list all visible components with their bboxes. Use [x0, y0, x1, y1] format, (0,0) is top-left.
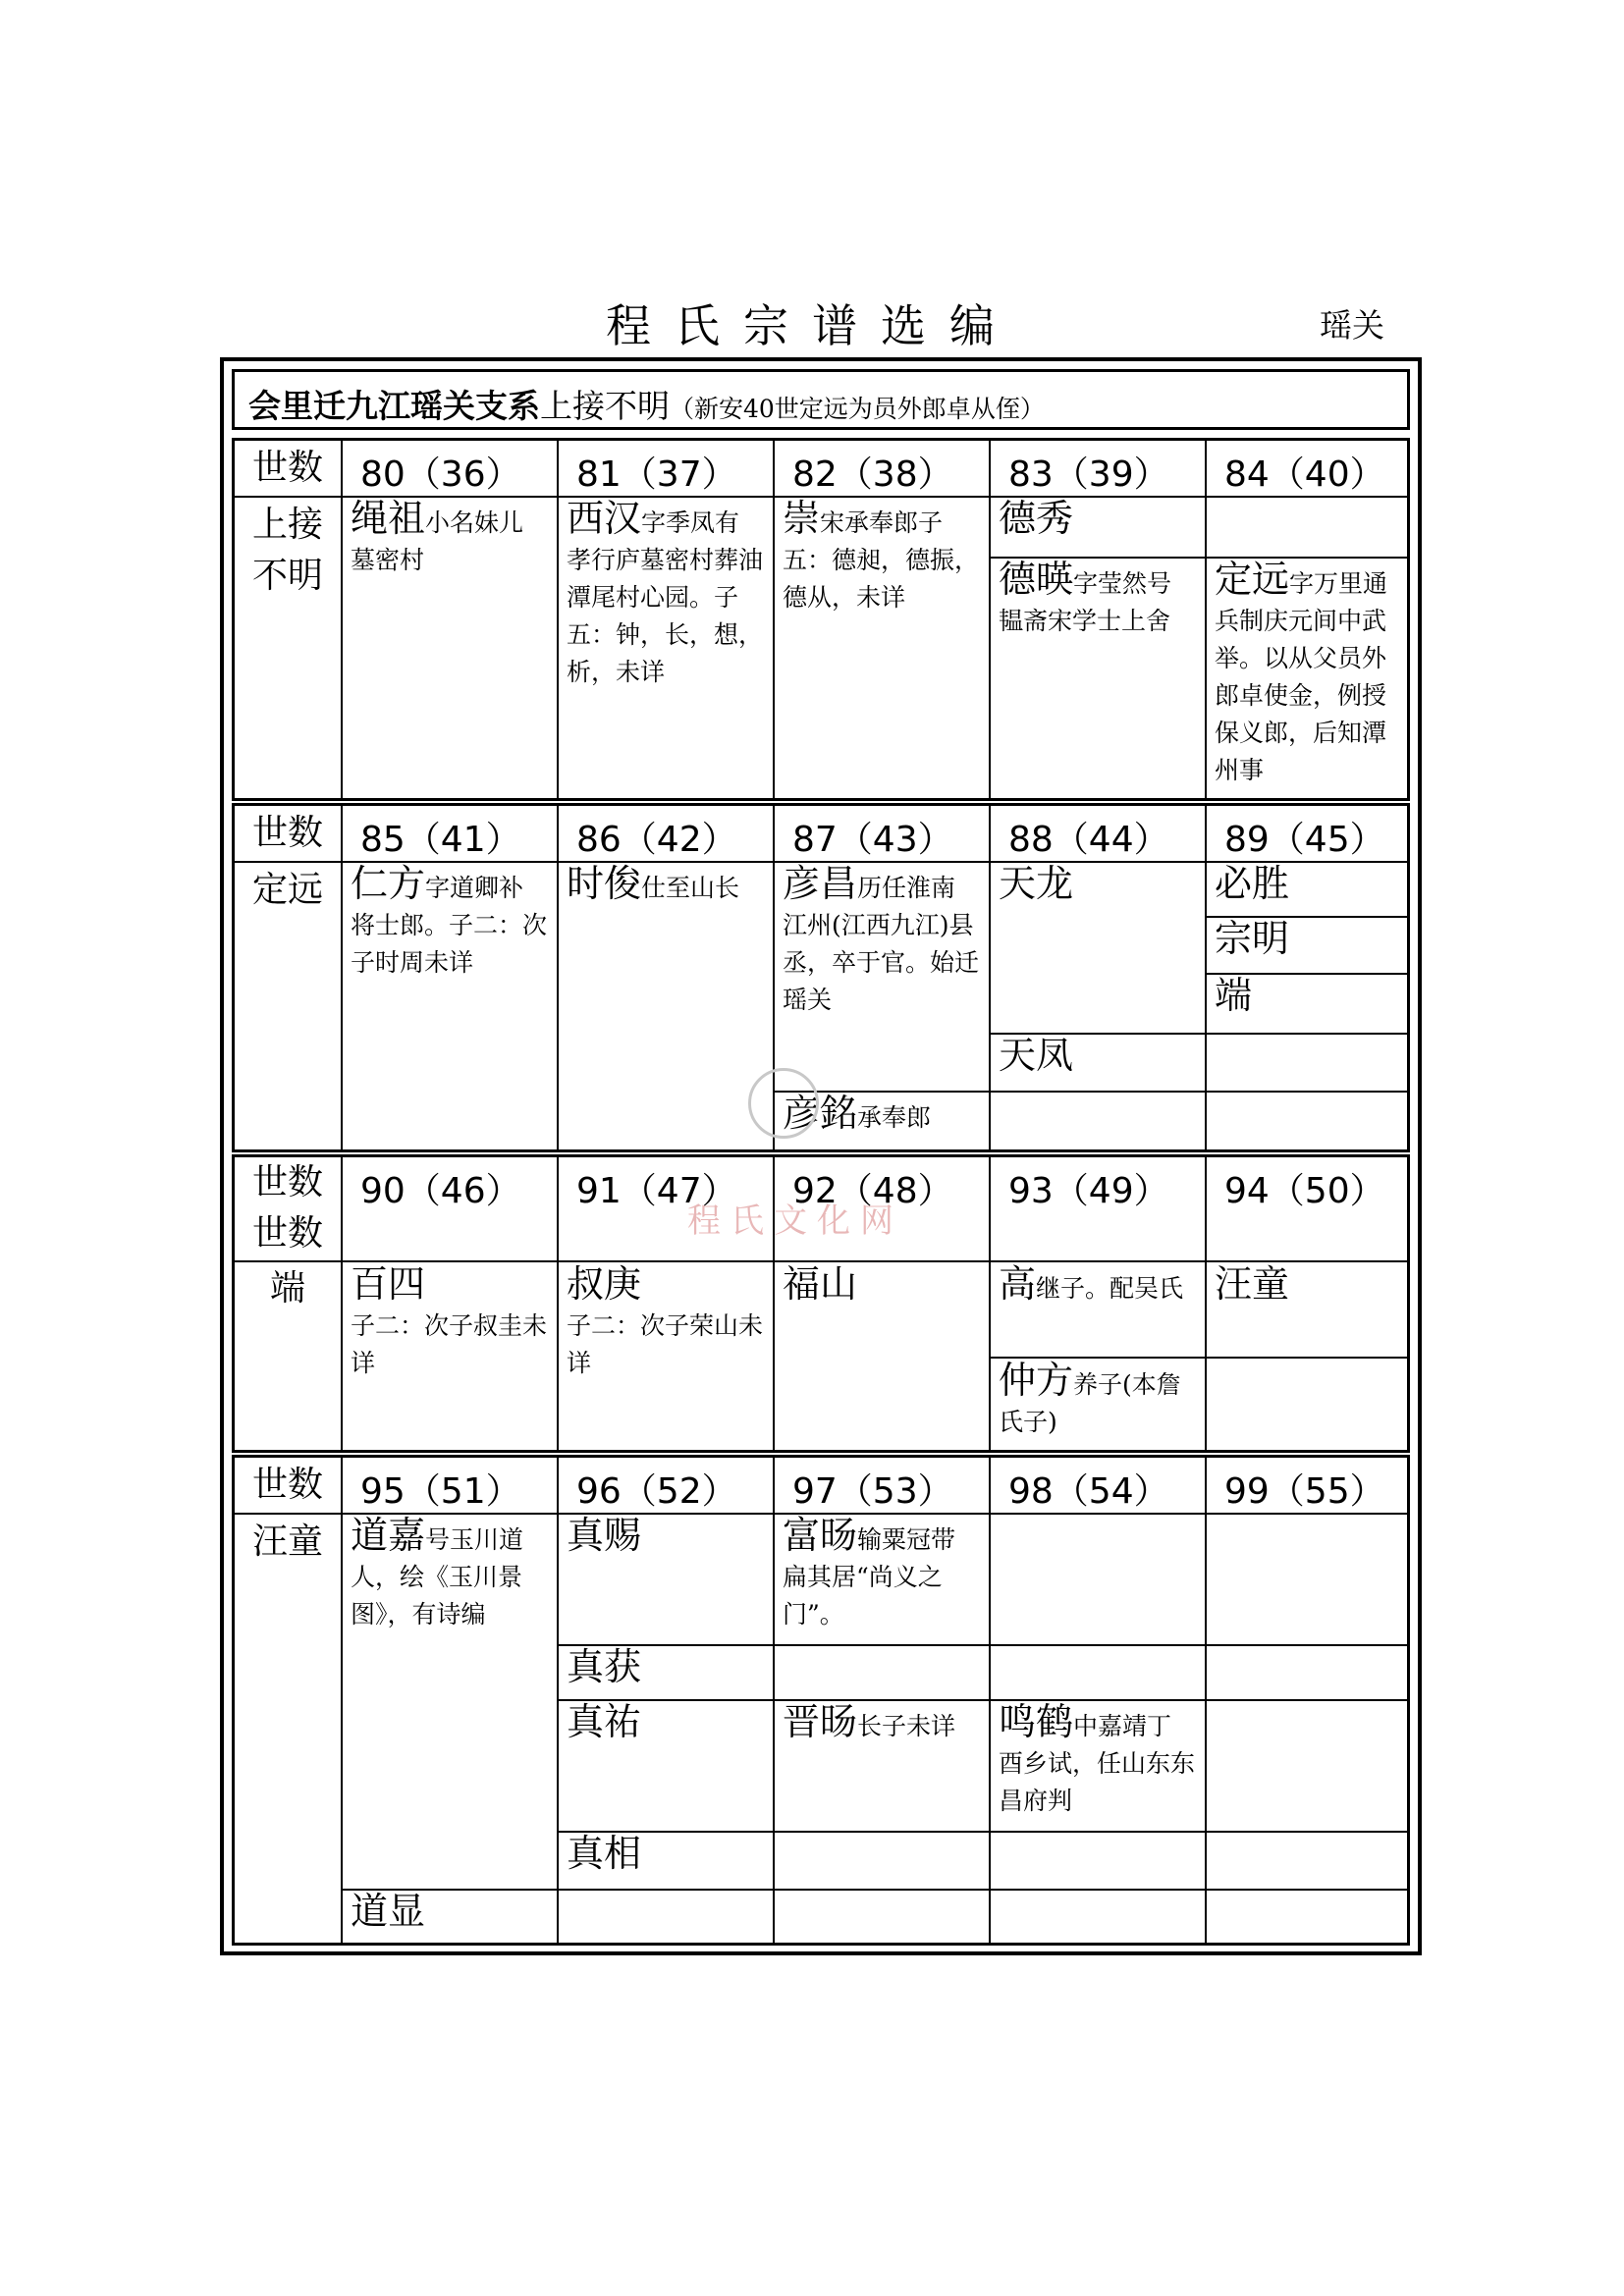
generation-header: 92（48） — [792, 1171, 953, 1211]
page-title: 程氏宗谱选编 — [606, 299, 1018, 352]
label-shishu: 世数世数 — [251, 1162, 323, 1254]
generation-block-4 — [232, 1455, 1410, 1946]
person-note: 仕至山长 — [641, 874, 740, 902]
generation-header: 95（51） — [360, 1471, 521, 1512]
person-entry — [351, 862, 548, 982]
person-note: 字万里通兵制庆元间中武举。以从父员外郎卓使金，例授保义郎，后知潭州事 — [1215, 569, 1388, 784]
person-entry — [1215, 862, 1407, 907]
person-name: 叔庚 — [567, 1262, 642, 1306]
person-name: 定远 — [1215, 558, 1290, 601]
person-entry — [783, 1262, 979, 1308]
person-entry — [999, 1700, 1196, 1820]
person-entry — [1215, 974, 1407, 1019]
generation-header: 88（44） — [1008, 820, 1169, 860]
generation-header: 89（45） — [1224, 820, 1385, 860]
person-note: 字莹然号韫斋宋学士上舍 — [999, 569, 1172, 635]
person-name: 时俊 — [567, 862, 642, 905]
generation-header: 94（50） — [1224, 1171, 1385, 1211]
root-label: 定远 — [251, 870, 323, 910]
generation-header: 99（55） — [1224, 1471, 1385, 1512]
person-name: 真祐 — [567, 1700, 642, 1743]
person-note: 养子(本詹氏子) — [999, 1370, 1181, 1436]
person-name: 端 — [1215, 974, 1253, 1017]
person-entry — [567, 1832, 763, 1877]
person-name: 鸣鹤 — [999, 1700, 1074, 1743]
generation-header: 93（49） — [1008, 1171, 1169, 1211]
person-entry — [1215, 558, 1407, 789]
watermark: 程氏文化网 — [687, 1201, 903, 1241]
person-note: 字道卿补将士郎。子二：次子时周未详 — [351, 874, 548, 977]
person-entry — [567, 1262, 764, 1382]
person-name: 晋旸 — [783, 1700, 858, 1743]
person-name: 西汉 — [567, 497, 642, 540]
person-note: 宋承奉郎子五：德昶，德振，德从，未详 — [783, 508, 980, 612]
person-name: 真相 — [567, 1832, 642, 1875]
person-note: 承奉郎 — [857, 1103, 932, 1132]
generation-header: 97（53） — [792, 1471, 953, 1512]
generation-header: 80（36） — [360, 454, 521, 495]
person-entry — [567, 497, 764, 691]
person-name: 仲方 — [999, 1359, 1074, 1402]
generation-block-1 — [232, 438, 1410, 801]
person-name: 福山 — [783, 1262, 858, 1306]
person-note: 子二：次子叔圭未详 — [351, 1311, 548, 1377]
label-shishu: 世数 — [251, 448, 323, 488]
branch-origin: 上接不明 — [540, 387, 670, 425]
person-name: 天龙 — [999, 862, 1074, 905]
generation-block-2 — [232, 803, 1410, 1152]
person-name: 德秀 — [999, 497, 1074, 540]
person-name: 绳祖 — [351, 497, 426, 540]
label-shishu: 世数 — [251, 1465, 323, 1505]
person-note: 小名妹儿墓密村 — [351, 508, 524, 574]
person-entry — [351, 497, 547, 579]
person-entry — [351, 1514, 547, 1633]
person-name: 彦昌 — [783, 862, 858, 905]
person-entry — [567, 862, 763, 907]
person-name: 必胜 — [1215, 862, 1290, 905]
person-name: 崇 — [783, 497, 821, 540]
branch-name: 会里迁九江瑶关支系 — [248, 387, 540, 425]
person-note: 子二：次子荣山未详 — [567, 1311, 764, 1377]
person-note: 中嘉靖丁酉乡试，任山东东昌府判 — [999, 1712, 1196, 1815]
person-entry — [999, 1359, 1195, 1441]
person-name: 汪童 — [1215, 1262, 1290, 1306]
generation-header: 86（42） — [576, 820, 737, 860]
person-note: 号玉川道人，绘《玉川景图》，有诗编 — [351, 1525, 524, 1629]
person-entry — [783, 1514, 979, 1633]
generation-header: 84（40） — [1224, 454, 1385, 495]
person-entry — [1215, 1262, 1407, 1308]
person-name: 道嘉 — [351, 1514, 426, 1557]
person-entry — [783, 1700, 979, 1745]
person-entry — [999, 862, 1195, 907]
label-shishu: 世数 — [251, 813, 323, 853]
person-entry — [351, 1890, 547, 1935]
person-name: 德暎 — [999, 558, 1074, 601]
person-entry — [567, 1645, 763, 1690]
region-tag: 瑶关 — [1320, 306, 1384, 345]
person-name: 仁方 — [351, 862, 426, 905]
person-entry — [567, 1700, 763, 1745]
person-note: 长子未详 — [857, 1712, 956, 1740]
person-entry — [783, 862, 980, 1019]
person-note: 历任淮南江州(江西九江)县丞，卒于官。始迁瑶关 — [783, 874, 980, 1014]
person-entry — [783, 497, 980, 616]
generation-header: 90（46） — [360, 1171, 521, 1211]
generation-header: 85（41） — [360, 820, 521, 860]
person-entry — [999, 558, 1195, 640]
person-name: 真获 — [567, 1645, 642, 1688]
person-note: 继子。配吴氏 — [1036, 1274, 1184, 1303]
person-entry — [567, 1514, 763, 1559]
generation-header: 98（54） — [1008, 1471, 1169, 1512]
generation-header: 91（47） — [576, 1171, 737, 1211]
person-name: 富旸 — [783, 1514, 858, 1557]
person-entry — [1215, 917, 1407, 962]
generation-header: 81（37） — [576, 454, 737, 495]
branch-note: （新安40世定远为员外郎卓从侄） — [670, 395, 1045, 423]
generation-header: 82（38） — [792, 454, 953, 495]
generation-header: 83（39） — [1008, 454, 1169, 495]
root-label: 端 — [269, 1268, 305, 1308]
branch-header — [232, 369, 1410, 430]
root-label: 上接不明 — [251, 505, 323, 596]
person-entry — [351, 1262, 548, 1382]
generation-header: 96（52） — [576, 1471, 737, 1512]
person-name: 真赐 — [567, 1514, 642, 1557]
root-label: 汪童 — [251, 1522, 323, 1562]
person-name: 道显 — [351, 1890, 426, 1933]
generation-header: 87（43） — [792, 820, 953, 860]
person-name: 宗明 — [1215, 917, 1290, 960]
person-note: 输粟冠带扁其居“尚义之门”。 — [783, 1525, 956, 1629]
person-name: 高 — [999, 1262, 1037, 1306]
seal-stamp-icon — [748, 1068, 819, 1139]
person-name: 彦銘 — [783, 1092, 858, 1135]
person-name: 天凤 — [999, 1034, 1074, 1077]
person-entry — [999, 1034, 1195, 1079]
person-name: 百四 — [351, 1262, 426, 1306]
person-entry — [999, 497, 1195, 542]
person-entry — [999, 1262, 1195, 1308]
person-note: 字季凤有孝行庐墓密村葬油潭尾村心园。子五：钟，长，想，析，未详 — [567, 508, 764, 686]
